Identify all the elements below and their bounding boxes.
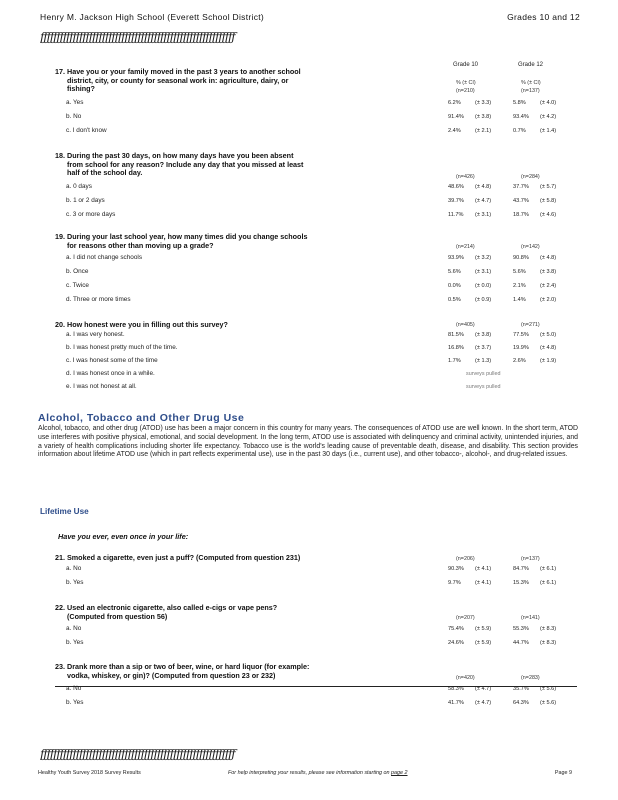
question-20: 20. How honest were you in filling out this survey?	[55, 320, 228, 329]
n-grade12: (n=137)	[521, 88, 540, 94]
question-number: 17.	[55, 67, 65, 76]
option-label: a. No	[66, 625, 82, 632]
pct-grade10: 16.8%	[448, 345, 464, 351]
pct-grade12: 77.5%	[513, 332, 529, 338]
pct-grade10: 48.6%	[448, 184, 464, 190]
n-grade10: (n=207)	[456, 615, 475, 621]
section-title: Alcohol, Tobacco and Other Drug Use	[38, 412, 245, 424]
n-grade12: (n=284)	[521, 174, 540, 180]
option-label: b. Once	[66, 268, 89, 275]
ci-grade10: (± 4.1)	[475, 566, 492, 572]
n-grade10: (n=214)	[456, 244, 475, 250]
ci-grade10: (± 4.8)	[475, 184, 492, 190]
pct-grade12: 90.8%	[513, 255, 529, 261]
pct-grade12: 18.7%	[513, 212, 529, 218]
ci-grade12: (± 3.8)	[540, 269, 557, 275]
ci-grade10: (± 3.1)	[475, 212, 492, 218]
pct-grade12: 93.4%	[513, 114, 529, 120]
ci-grade12: (± 8.3)	[540, 626, 557, 632]
option-label: a. Yes	[66, 99, 84, 106]
n-grade12: (n=271)	[521, 322, 540, 328]
pct-grade10: 58.3%	[448, 686, 464, 692]
pct-grade10: 24.6%	[448, 640, 464, 646]
ci-grade12: (± 1.9)	[540, 358, 557, 364]
ci-grade12: (± 5.6)	[540, 686, 557, 692]
ci-grade12: (± 6.1)	[540, 580, 557, 586]
ci-grade12: (± 5.6)	[540, 700, 557, 706]
question-22: 22. Used an electronic cigarette, also called e-cigs or vape pens? (Computed from question 56)	[55, 603, 278, 621]
option-label: a. No	[66, 565, 82, 572]
n-grade10: (n=206)	[456, 556, 475, 562]
surveys-pulled-note: surveys pulled	[466, 371, 501, 377]
ci-grade12: (± 4.8)	[540, 255, 557, 261]
pct-grade12: 15.3%	[513, 580, 529, 586]
ci-grade10: (± 1.3)	[475, 358, 492, 364]
option-label: c. I don't know	[66, 127, 107, 134]
page-link[interactable]: page 2	[391, 770, 408, 776]
subsection-title: Lifetime Use	[40, 507, 89, 516]
ci-grade10: (± 3.8)	[475, 332, 492, 338]
ci-grade10: (± 3.2)	[475, 255, 492, 261]
grade10-heading: Grade 10	[453, 62, 479, 68]
question-21: 21. Smoked a cigarette, even just a puff? (Computed from question 231)	[55, 553, 301, 562]
n-grade10: (n=210)	[456, 88, 475, 94]
question-number: 22.	[55, 603, 65, 612]
ci-grade12: (± 6.1)	[540, 566, 557, 572]
pct-grade12: 5.8%	[513, 100, 526, 106]
divider-line	[55, 686, 577, 687]
n-grade10: (n=420)	[456, 675, 475, 681]
pct-grade12: 2.1%	[513, 283, 526, 289]
question-23: 23. Drank more than a sip or two of beer, wine, or hard liquor (for example: vodka, whiskey, or gin)? (Computed from question 23 or 232)	[55, 662, 310, 680]
grade12-heading: Grade 12	[518, 62, 544, 68]
n-grade12: (n=142)	[521, 244, 540, 250]
ci-grade12: (± 4.2)	[540, 114, 557, 120]
pct-grade12: 55.3%	[513, 626, 529, 632]
ci-grade10: (± 4.7)	[475, 686, 492, 692]
footer-survey-name: Healthy Youth Survey 2018 Survey Results	[38, 770, 141, 776]
pct-grade12: 64.3%	[513, 700, 529, 706]
option-label: b. 1 or 2 days	[66, 197, 105, 204]
pct-grade12: 1.4%	[513, 297, 526, 303]
grade12-pct-ci: % (± CI)	[521, 80, 541, 86]
option-label: b. Yes	[66, 639, 84, 646]
pct-grade10: 5.6%	[448, 269, 461, 275]
ci-grade12: (± 2.0)	[540, 297, 557, 303]
option-label: a. No	[66, 685, 82, 692]
pct-grade10: 81.5%	[448, 332, 464, 338]
pct-grade12: 0.7%	[513, 128, 526, 134]
ci-grade12: (± 8.3)	[540, 640, 557, 646]
ci-grade12: (± 1.4)	[540, 128, 557, 134]
pct-grade10: 2.4%	[448, 128, 461, 134]
ci-grade10: (± 3.3)	[475, 100, 492, 106]
pct-grade12: 19.9%	[513, 345, 529, 351]
pct-grade10: 39.7%	[448, 198, 464, 204]
option-label: c. I was honest some of the time	[66, 357, 158, 364]
pct-grade12: 44.7%	[513, 640, 529, 646]
n-grade12: (n=283)	[521, 675, 540, 681]
grade10-pct-ci: % (± CI)	[456, 80, 476, 86]
pct-grade10: 91.4%	[448, 114, 464, 120]
n-grade12: (n=141)	[521, 615, 540, 621]
pct-grade12: 37.7%	[513, 184, 529, 190]
ci-grade12: (± 5.0)	[540, 332, 557, 338]
ci-grade10: (± 4.1)	[475, 580, 492, 586]
ci-grade10: (± 5.9)	[475, 626, 492, 632]
ci-grade12: (± 4.8)	[540, 345, 557, 351]
surveys-pulled-note: surveys pulled	[466, 384, 501, 390]
question-prompt: Have you ever, even once in your life:	[58, 532, 189, 541]
ci-grade10: (± 0.0)	[475, 283, 492, 289]
school-header: Henry M. Jackson High School (Everett School District)	[40, 12, 265, 22]
n-grade10: (n=426)	[456, 174, 475, 180]
pct-grade10: 6.2%	[448, 100, 461, 106]
pct-grade10: 93.9%	[448, 255, 464, 261]
pct-grade10: 90.3%	[448, 566, 464, 572]
ci-grade12: (± 2.4)	[540, 283, 557, 289]
question-number: 23.	[55, 662, 65, 671]
option-label: b. Yes	[66, 579, 84, 586]
ci-grade10: (± 0.9)	[475, 297, 492, 303]
pct-grade10: 75.4%	[448, 626, 464, 632]
question-number: 19.	[55, 232, 65, 241]
ci-grade10: (± 2.1)	[475, 128, 492, 134]
question-number: 21.	[55, 553, 65, 562]
ci-grade12: (± 5.7)	[540, 184, 557, 190]
option-label: e. I was not honest at all.	[66, 383, 137, 390]
footer-help-text: For help interpreting your results, please see information starting on page 2	[228, 770, 408, 776]
pct-grade12: 2.6%	[513, 358, 526, 364]
pct-grade12: 43.7%	[513, 198, 529, 204]
ci-grade10: (± 3.1)	[475, 269, 492, 275]
ci-grade10: (± 3.7)	[475, 345, 492, 351]
ci-grade10: (± 4.7)	[475, 198, 492, 204]
option-label: b. I was honest pretty much of the time.	[66, 344, 178, 351]
top-rule: ƒƒƒƒƒƒƒƒƒƒƒƒƒƒƒƒƒƒƒƒƒƒƒƒƒƒƒƒƒƒƒƒƒƒƒƒƒƒƒƒƒƒƒƒƒƒƒƒƒƒƒƒƒƒƒƒƒƒƒƒ	[40, 30, 235, 44]
pct-grade10: 0.5%	[448, 297, 461, 303]
bottom-rule: ƒƒƒƒƒƒƒƒƒƒƒƒƒƒƒƒƒƒƒƒƒƒƒƒƒƒƒƒƒƒƒƒƒƒƒƒƒƒƒƒƒƒƒƒƒƒƒƒƒƒƒƒƒƒƒƒƒƒƒƒ	[40, 747, 235, 761]
option-label: a. I did not change schools	[66, 254, 143, 261]
question-number: 18.	[55, 151, 65, 160]
option-label: a. I was very honest.	[66, 331, 125, 338]
ci-grade10: (± 3.8)	[475, 114, 492, 120]
pct-grade12: 84.7%	[513, 566, 529, 572]
pct-grade10: 9.7%	[448, 580, 461, 586]
grades-header: Grades 10 and 12	[507, 12, 580, 22]
question-number: 20.	[55, 320, 65, 329]
pct-grade10: 11.7%	[448, 212, 464, 218]
ci-grade10: (± 5.9)	[475, 640, 492, 646]
pct-grade10: 0.0%	[448, 283, 461, 289]
option-label: b. No	[66, 113, 82, 120]
n-grade12: (n=137)	[521, 556, 540, 562]
option-label: d. Three or more times	[66, 296, 131, 303]
option-label: c. Twice	[66, 282, 89, 289]
option-label: c. 3 or more days	[66, 211, 116, 218]
question-19: 19. During your last school year, how many times did you change schools for reasons other than moving up a grade?	[55, 232, 308, 250]
pct-grade10: 1.7%	[448, 358, 461, 364]
pct-grade12: 35.7%	[513, 686, 529, 692]
ci-grade12: (± 5.8)	[540, 198, 557, 204]
question-17: 17. Have you or your family moved in the past 3 years to another school district, city, or county for seasonal work in: agriculture, dairy, or fishing?	[55, 67, 301, 94]
page-number: Page 9	[554, 770, 572, 776]
ci-grade12: (± 4.6)	[540, 212, 557, 218]
section-paragraph: Alcohol, tobacco, and other drug (ATOD) use has been a major concern in this country for many years. The consequences of ATOD use are well known. In the short term, ATOD use interferes with positive physical, emotional, and social development. In the long term, ATOD use is associated with delinquency and criminal activity, unintended injuries, and a variety of health complications including shorter life expectancy. Tobacco use is the world's leading cause of preventable death, disease, and disability. This section provides information about lifetime ATOD use (which in part reflects experimental use), use in the past 30 days (i.e., current use), and other tobacco-, alcohol-, and drug-related issues.	[38, 425, 578, 459]
n-grade10: (n=405)	[456, 322, 475, 328]
question-18: 18. During the past 30 days, on how many days have you been absent from school for any reason? Include any day that you missed at least half of the school day.	[55, 151, 304, 178]
option-label: a. 0 days	[66, 183, 92, 190]
pct-grade12: 5.6%	[513, 269, 526, 275]
pct-grade10: 41.7%	[448, 700, 464, 706]
option-label: d. I was honest once in a while.	[66, 370, 155, 377]
ci-grade12: (± 4.0)	[540, 100, 557, 106]
option-label: b. Yes	[66, 699, 84, 706]
ci-grade10: (± 4.7)	[475, 700, 492, 706]
